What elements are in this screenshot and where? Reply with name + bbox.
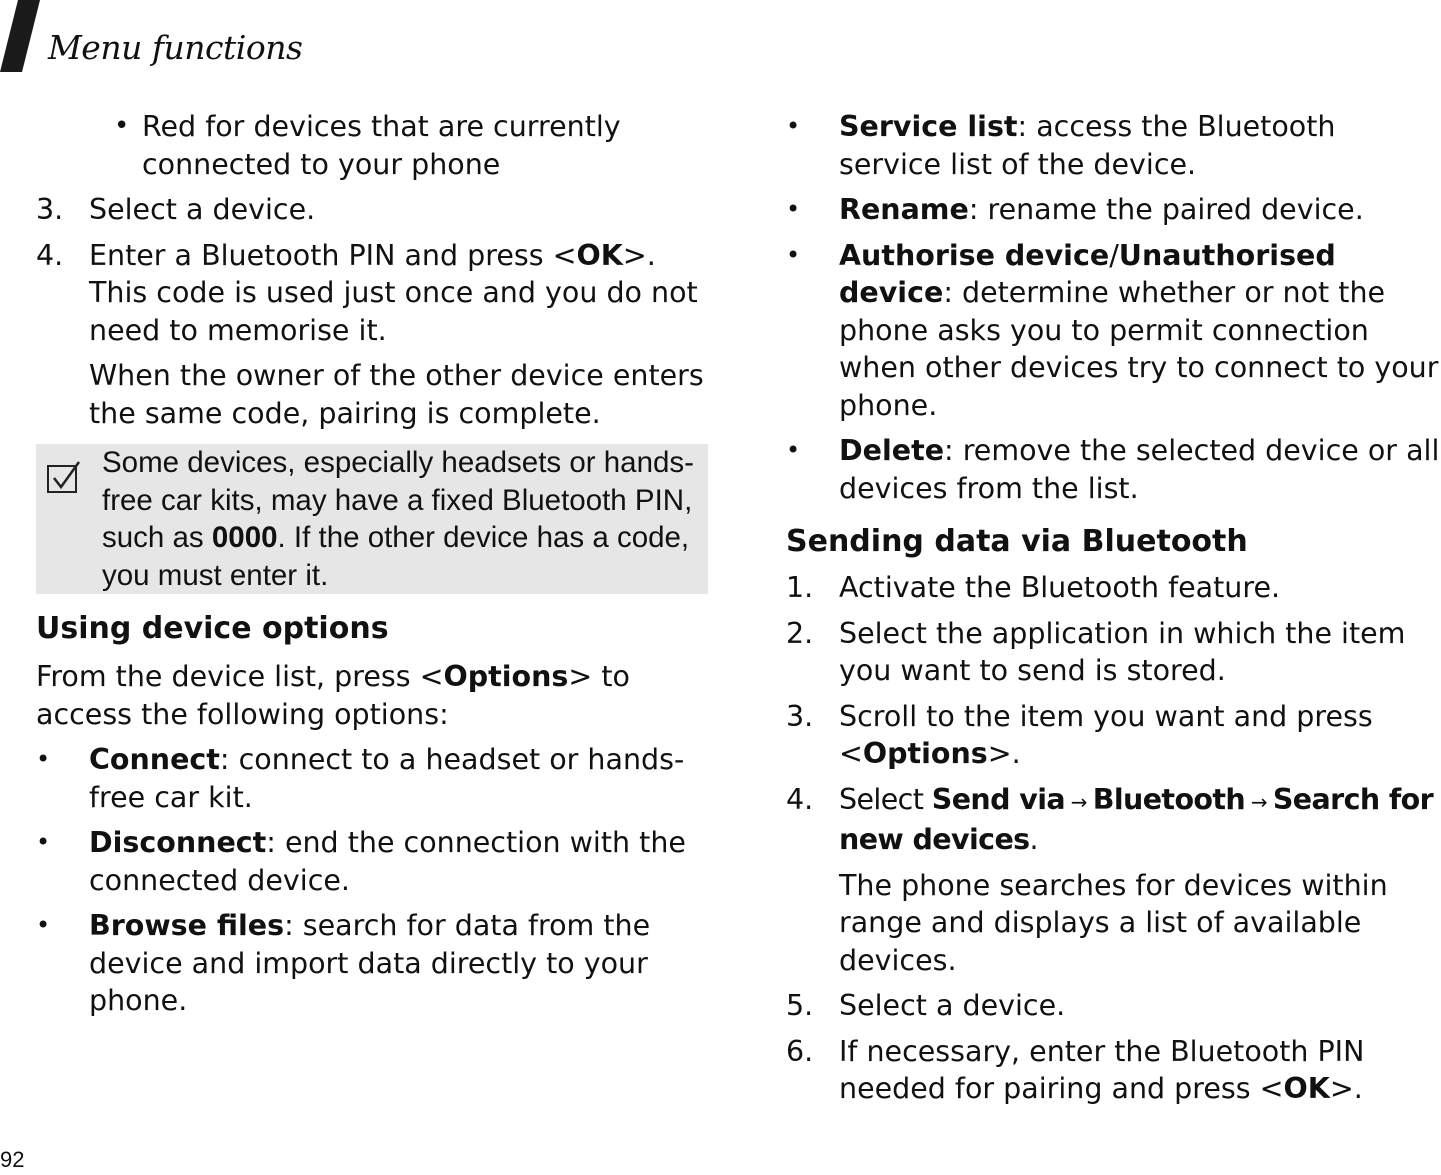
bullet-mark: •	[36, 911, 51, 939]
intro-text: From the device list, press <Options> to access the following options:	[36, 660, 630, 731]
bullet-mark: •	[114, 111, 130, 141]
step-item	[36, 237, 708, 350]
options-key-label: Options	[443, 660, 569, 693]
step-number: 5.	[786, 989, 814, 1022]
menu-path-send-via: Send via	[931, 782, 1066, 816]
option-name-alt: Unauthorised device	[839, 238, 1336, 309]
section-heading-device-options: Using device options	[36, 611, 389, 646]
option-name: Authorise device	[839, 238, 1110, 272]
option-desc: : access the Bluetooth service list of the device.	[839, 110, 1336, 181]
step-followup-text: When the owner of the other device enters the same code, pairing is complete.	[89, 359, 704, 430]
step-followup-text: The phone searches for devices within range and displays a list of available devices.	[839, 868, 1388, 977]
sub-bullet-text: Red for devices that are currently connected to your phone	[142, 110, 621, 181]
pin-code: 0000	[211, 521, 278, 554]
step-text: Select a device.	[89, 193, 316, 226]
note-text: Some devices, especially headsets or hands-free car kits, may have a fixed Bluetooth PIN, such as 0000. If the other device has a code, you must enter it.	[102, 446, 694, 592]
step-text: Select Send via → Bluetooth → Search for new devices.	[839, 782, 1434, 856]
step-item	[786, 615, 1441, 690]
menu-path-bluetooth: Bluetooth	[1092, 782, 1246, 816]
step-text: Select the application in which the item you want to send is stored.	[839, 616, 1406, 687]
option-desc: : rename the paired device.	[968, 193, 1364, 226]
arrow-icon: →	[1065, 789, 1093, 814]
header-bar	[0, 0, 40, 72]
sub-bullet-item	[36, 108, 708, 183]
step-item	[786, 569, 1441, 607]
menu-path-search-new-devices: Search for new devices	[839, 782, 1434, 856]
option-item	[786, 191, 1441, 229]
option-desc: : remove the selected device or all devices from the list.	[839, 434, 1440, 505]
arrow-icon: →	[1245, 789, 1273, 814]
bullet-mark: •	[786, 195, 801, 223]
option-name: Service list	[839, 110, 1018, 143]
option-item	[36, 741, 708, 816]
bullet-mark: •	[786, 240, 801, 269]
option-desc: : connect to a headset or hands-free car kit.	[89, 743, 685, 814]
note-box	[36, 444, 708, 594]
step-item	[786, 698, 1441, 773]
step-text: If necessary, enter the Bluetooth PIN needed for pairing and press <OK>.	[839, 1034, 1365, 1105]
step-item	[786, 781, 1441, 859]
page-header-title: Menu functions	[48, 28, 303, 67]
option-item	[36, 907, 708, 1020]
ok-key-label: OK	[1283, 1072, 1330, 1105]
step-item	[786, 987, 1441, 1025]
option-name: Browse files	[89, 909, 285, 942]
step-item	[36, 191, 708, 229]
option-desc: : search for data from the device and import data directly to your phone.	[89, 909, 651, 1017]
step-text: Select a device.	[839, 989, 1066, 1022]
step-text: Activate the Bluetooth feature.	[839, 571, 1281, 604]
step-number: 4.	[36, 238, 64, 272]
options-key-label: Options	[862, 737, 988, 770]
option-name: Delete	[839, 434, 945, 467]
option-item	[36, 824, 708, 899]
option-separator: /	[1109, 238, 1119, 272]
bullet-mark: •	[36, 828, 51, 856]
option-desc: : end the connection with the connected device.	[89, 826, 686, 897]
right-column	[786, 108, 1441, 1108]
page-number: 92	[0, 1147, 25, 1172]
option-name: Connect	[89, 743, 220, 776]
option-item	[786, 108, 1441, 183]
bullet-mark: •	[36, 745, 51, 773]
section-heading-sending-data: Sending data via Bluetooth	[786, 524, 1248, 559]
option-name: Rename	[839, 193, 969, 226]
step-number: 3.	[786, 699, 814, 733]
step-text: Scroll to the item you want and press <Options>.	[839, 699, 1373, 770]
option-desc: : determine whether or not the phone asks you to permit connection when other devices try to connect to your phone.	[839, 276, 1439, 422]
bullet-mark: •	[786, 112, 801, 140]
checkbox-note-icon	[46, 460, 82, 494]
step-text: Enter a Bluetooth PIN and press <OK>. This code is used just once and you do not need to memorise it.	[89, 238, 698, 347]
step-number: 6.	[786, 1034, 814, 1068]
left-column	[36, 108, 708, 1020]
option-item	[786, 432, 1441, 507]
step-number: 2.	[786, 616, 814, 650]
ok-key-label: OK	[576, 238, 623, 272]
step-item	[786, 1033, 1441, 1108]
option-item	[786, 237, 1441, 425]
step-number: 3.	[36, 193, 64, 226]
bullet-mark: •	[786, 436, 801, 464]
option-name: Disconnect	[89, 826, 267, 859]
step-number: 1.	[786, 571, 814, 604]
step-number: 4.	[786, 782, 814, 816]
